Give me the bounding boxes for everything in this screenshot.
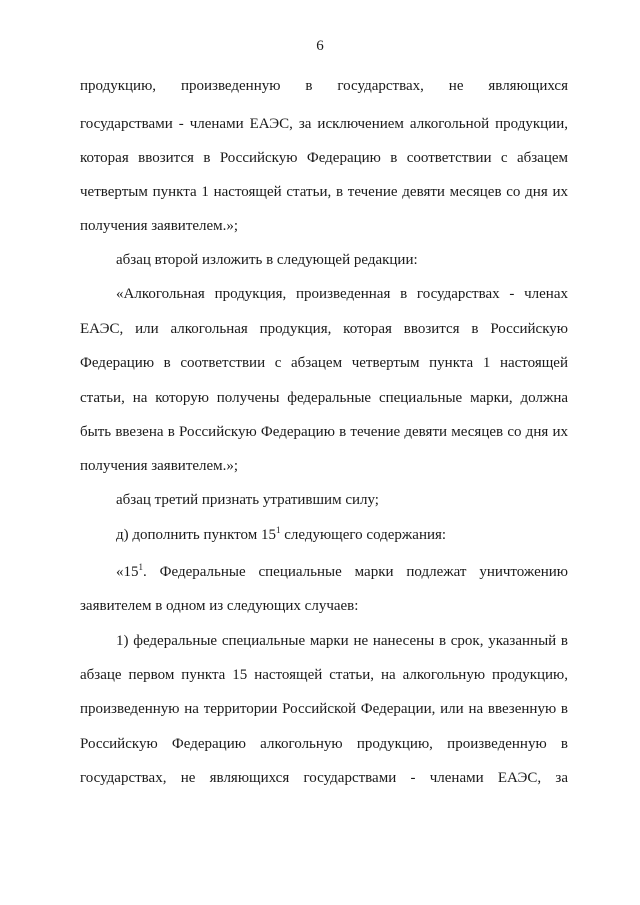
text-line: «Алкогольная продукция, произведенная в государствах - членах [116,286,568,302]
text-line: получения заявителем.»; [80,458,239,474]
text-line: абзаце первом пункта 15 настоящей статьи, на алкогольную продукцию, [80,667,568,683]
text-line: произведенную на территории Российской Федерации, или на ввезенную в [80,701,568,717]
superscript: 1 [138,562,143,572]
text-segment: следующего содержания: [280,527,447,543]
text-line: статьи, на которую получены федеральные специальные марки, должна [80,390,568,406]
text-segment: «15 [116,564,139,580]
text-line-with-superscript [116,526,446,544]
text-segment: д) дополнить пунктом 15 [116,527,276,543]
page-number: 6 [316,38,324,54]
text-line: государствами - членами ЕАЭС, за исключением алкогольной продукции, [80,116,568,132]
text-line: Российскую Федерацию алкогольную продукцию, произведенную в [80,736,568,752]
text-line: продукцию, произведенную в государствах, не являющихся [80,78,568,94]
superscript: 1 [275,525,281,535]
text-line: Федерацию в соответствии с абзацем четвертым пункта 1 настоящей [80,355,568,371]
text-line: государствах, не являющихся государствами - членами ЕАЭС, за [80,770,568,786]
text-line: быть ввезена в Российскую Федерацию в течение девяти месяцев со дня их [80,424,568,440]
text-segment: . Федеральные специальные марки подлежат уничтожению [143,564,568,580]
text-line: получения заявителем.»; [80,218,239,234]
text-line: абзац третий признать утратившим силу; [116,492,379,508]
text-line: заявителем в одном из следующих случаев: [80,598,359,614]
text-line-with-superscript [116,563,568,581]
text-line: 1) федеральные специальные марки не нанесены в срок, указанный в [116,633,568,649]
text-line: абзац второй изложить в следующей редакции: [116,252,418,268]
text-line: ЕАЭС, или алкогольная продукция, которая ввозится в Российскую [80,321,568,337]
text-line: которая ввозится в Российскую Федерацию в соответствии с абзацем [80,150,568,166]
text-line: четвертым пункта 1 настоящей статьи, в течение девяти месяцев со дня их [80,184,568,200]
